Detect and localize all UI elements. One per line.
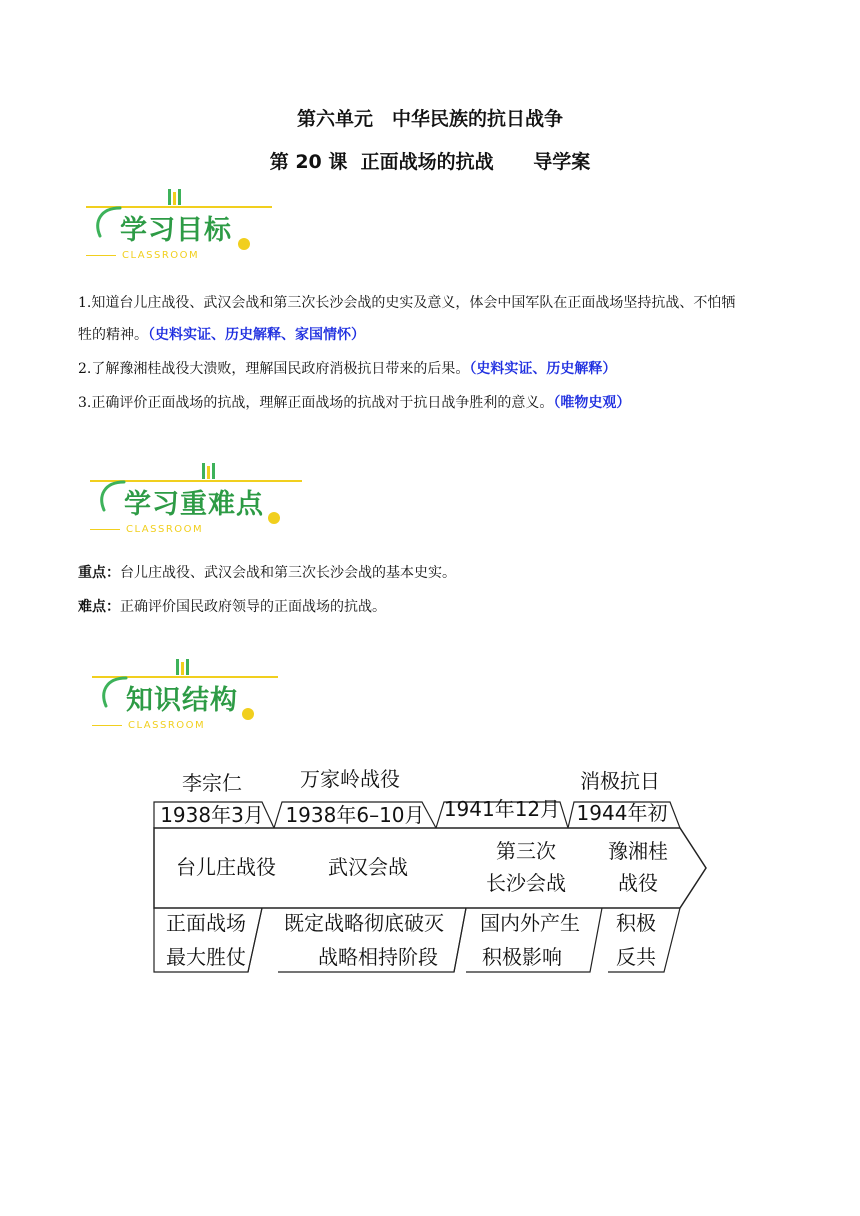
objectives-header: [86, 186, 326, 276]
mid-3-line2: 长沙会战: [486, 871, 566, 895]
books-icon: [168, 186, 183, 205]
key-point-label: 重点：: [78, 565, 120, 581]
mid-2-line1: 武汉会战: [328, 855, 408, 879]
mid-4-line2: 战役: [618, 871, 658, 895]
difficult-point: [78, 590, 798, 624]
bottom-3-line1: 国内外产生: [480, 911, 580, 935]
bottom-4-line2: 反共: [616, 945, 656, 969]
keypoints-header-label: 学习重难点: [124, 489, 264, 520]
bottom-1-line1: 正面战场: [166, 911, 246, 935]
top-4-line1: 消极抗日: [580, 769, 660, 793]
keypoints-header-sub: CLASSROOM: [90, 524, 203, 535]
structure-header-sub: CLASSROOM: [92, 720, 205, 731]
structure-header-label: 知识结构: [126, 685, 238, 716]
objective-3-text: 3.正确评价正面战场的抗战，理解正面战场的抗战对于抗日战争胜利的意义。: [78, 395, 554, 411]
objective-2-text: 2.了解豫湘桂战役大溃败，理解国民政府消极抗日带来的后果。: [78, 361, 470, 377]
bottom-4-line1: 积极: [616, 911, 656, 935]
top-1-line1: 李宗仁: [182, 771, 242, 795]
mid-3-line1: 第三次: [496, 839, 556, 863]
objectives-header-label: 学习目标: [120, 215, 232, 246]
bottom-3-line2: 积极影响: [482, 945, 562, 969]
objectives-header-sub: CLASSROOM: [86, 250, 199, 261]
objective-3: [78, 386, 798, 420]
difficult-point-text: 正确评价国民政府领导的正面战场的抗战。: [120, 599, 386, 615]
top-2-line2: 1938年6–10月: [285, 803, 425, 827]
objective-1-cont: [78, 318, 798, 352]
yellow-dot-icon: [238, 238, 250, 250]
keypoints-header: [90, 460, 330, 550]
structure-header: [92, 656, 332, 746]
books-icon: [202, 460, 217, 479]
knowledge-structure-diagram: [150, 760, 710, 980]
objective-1: [78, 286, 798, 320]
bottom-1-line2: 最大胜仗: [166, 945, 246, 969]
objective-1-line1: 1.知道台儿庄战役、武汉会战和第三次长沙会战的史实及意义，体会中国军队在正面战场坚持抗战、不怕牺: [78, 295, 736, 311]
mid-1-line1: 台儿庄战役: [176, 855, 276, 879]
objective-3-tag: （唯物史观）: [553, 395, 631, 411]
unit-title: 第六单元 中华民族的抗日战争: [296, 108, 563, 130]
bottom-divider-2: [454, 908, 466, 972]
top-4-line2: 1944年初: [576, 801, 668, 825]
bottom-2-line2: 战略相持阶段: [318, 945, 438, 969]
books-icon: [176, 656, 191, 675]
lesson-title: 第 20 课 正面战场的抗战 导学案: [269, 151, 591, 173]
top-2-line1: 万家岭战役: [300, 767, 400, 791]
yellow-dot-icon: [242, 708, 254, 720]
objective-1-tag: （史料实证、历史解释、家国情怀）: [148, 327, 365, 343]
difficult-point-label: 难点：: [78, 599, 120, 615]
yellow-dot-icon: [268, 512, 280, 524]
objective-1-line2: 牲的精神。: [78, 327, 148, 343]
key-point: [78, 556, 798, 590]
bottom-2-line1: 既定战略彻底破灭: [284, 911, 444, 935]
bottom-divider-1: [248, 908, 262, 972]
objective-2: [78, 352, 798, 386]
mid-4-line1: 豫湘桂: [608, 839, 668, 863]
top-1-line2: 1938年3月: [160, 803, 264, 827]
top-3-line2: 1941年12月: [443, 797, 561, 821]
key-point-text: 台儿庄战役、武汉会战和第三次长沙会战的基本史实。: [120, 565, 456, 581]
objective-2-tag: （史料实证、历史解释）: [469, 361, 617, 377]
